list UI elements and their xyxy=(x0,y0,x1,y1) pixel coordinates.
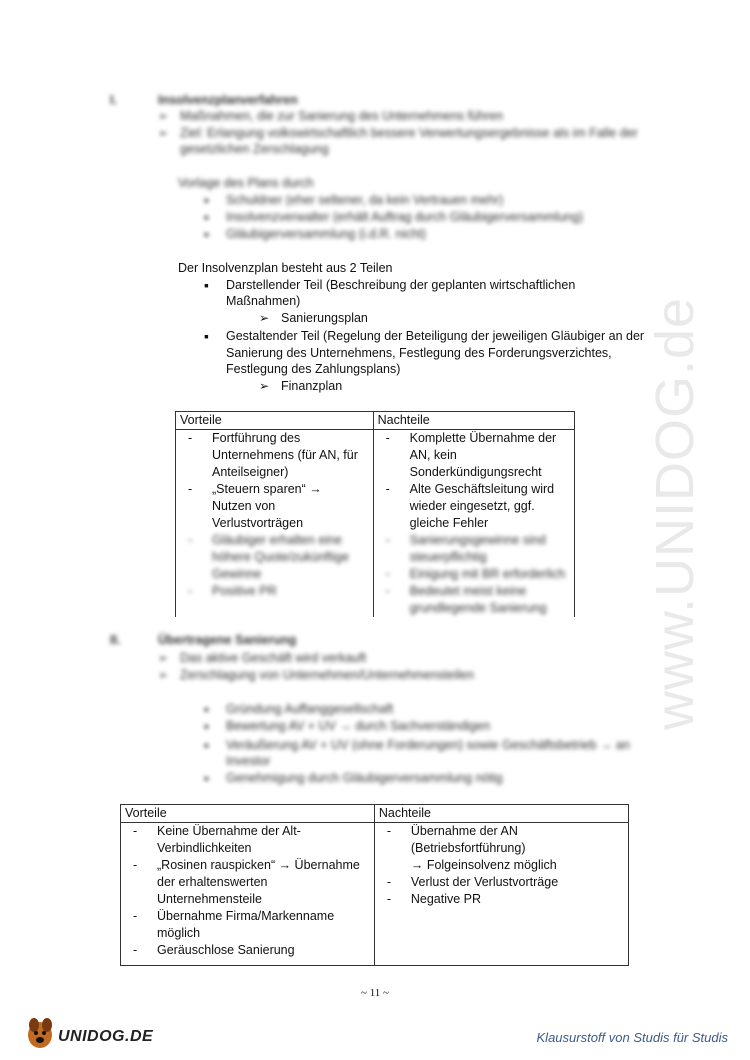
parts-intro: Der Insolvenzplan besteht aus 2 Teilen xyxy=(178,261,393,275)
cons-cell xyxy=(374,823,628,966)
section-2-point-1: ➢ Das aktive Geschäft wird verkauft xyxy=(180,650,366,666)
section-1-point-1: ➢ Maßnahmen, die zur Sanierung des Unternehmens führen xyxy=(180,108,503,124)
section-2-item: ▪ Veräußerung AV + UV (ohne Forderungen) sowie Geschäftsbetrieb → an xyxy=(226,737,630,753)
section-1-number: I. xyxy=(110,93,117,107)
footer-slogan: Klausurstoff von Studis für Studis xyxy=(536,1030,728,1045)
section-2-item: ▪ Bewertung AV + UV → durch Sachverständigen xyxy=(226,718,490,734)
section-1-heading: Insolvenzplanverfahren xyxy=(158,93,298,107)
list-item: - Bedeutet meist keine grundlegende Sanierung xyxy=(374,583,574,617)
page-number: ~ 11 ~ xyxy=(361,987,389,999)
list-item: - Geräuschlose Sanierung xyxy=(121,942,374,959)
list-item: - „Steuern sparen“ → Nutzen von Verlustvorträgen xyxy=(176,481,373,532)
list-item: - Positive PR xyxy=(176,583,373,600)
list-item: - Negative PR xyxy=(375,891,628,908)
part-1-line-2: Maßnahmen) xyxy=(226,294,301,308)
list-item: - Verlust der Verlustvorträge xyxy=(375,874,628,891)
section-2-item: ▪ Gründung Auffanggesellschaft xyxy=(226,701,393,717)
insolvency-plan-table xyxy=(175,411,575,617)
submission-intro: Vorlage des Plans durch xyxy=(178,176,314,190)
table-header-cons: Nachteile xyxy=(374,805,628,823)
list-item: - Komplette Übernahme der AN, kein Sonderkündigungsrecht xyxy=(374,430,574,481)
list-item: - Keine Übernahme der Alt- Verbindlichkeiten xyxy=(121,823,374,857)
part-1-sub: ➢ Sanierungsplan xyxy=(281,310,368,326)
table-header-pros: Vorteile xyxy=(121,805,375,823)
section-1-point-2-cont: gesetzlichen Zerschlagung xyxy=(180,142,329,156)
section-2-heading: Übertragene Sanierung xyxy=(158,633,297,647)
table-header-pros: Vorteile xyxy=(176,412,374,430)
list-item: - Einigung mit BR erforderlich xyxy=(374,566,574,583)
submission-item: ▪ Schuldner (eher seltener, da kein Vertrauen mehr) xyxy=(226,192,503,208)
list-item: - Sanierungsgewinne sind steuerpflichtig xyxy=(374,532,574,566)
list-item: - Alte Geschäftsleitung wird wieder eingesetzt, ggf. gleiche Fehler xyxy=(374,481,574,532)
submission-item: ▪ Insolvenzverwalter (erhält Auftrag durch Gläubigerversammlung) xyxy=(226,209,583,225)
list-item: - Übernahme Firma/Markenname möglich xyxy=(121,908,374,942)
part-2-line-3: Festlegung des Zahlungsplans) xyxy=(226,362,401,376)
list-item: - Gläubiger erhalten eine höhere Quote/zukünftige Gewinne xyxy=(176,532,373,583)
section-2-item-cont: Investor xyxy=(226,754,271,768)
part-2-line-2: Sanierung des Unternehmens, Festlegung des Forderungsverzichtes, xyxy=(226,346,612,360)
part-1-line-1: ▪ Darstellender Teil (Beschreibung der geplanten wirtschaftlichen xyxy=(226,277,575,293)
section-2-number: II. xyxy=(110,633,121,647)
list-item: - Fortführung des Unternehmens (für AN, für Anteilseigner) xyxy=(176,430,373,481)
watermark-text: www.UNIDOG.de xyxy=(645,296,705,730)
pros-cell xyxy=(121,823,375,966)
section-2-item: ▪ Genehmigung durch Gläubigerversammlung nötig xyxy=(226,770,503,786)
section-1-point-2: ➢ Ziel: Erlangung volkswirtschaftlich bessere Verwertungsergebnisse als im Falle der xyxy=(180,125,638,141)
submission-item: ▪ Gläubigerversammlung (i.d.R. nicht) xyxy=(226,226,426,242)
pros-cell xyxy=(176,430,374,618)
cons-cell xyxy=(373,430,574,618)
part-2-sub: ➢ Finanzplan xyxy=(281,378,342,394)
table-header-cons: Nachteile xyxy=(373,412,574,430)
list-item: - „Rosinen rauspicken“ → Übernahme der erhaltenswerten Unternehmensteile xyxy=(121,857,374,908)
list-item: - Übernahme der AN (Betriebsfortführung) → Folgeinsolvenz möglich xyxy=(375,823,628,874)
part-2-line-1: ▪ Gestaltender Teil (Regelung der Beteiligung der jeweiligen Gläubiger an der xyxy=(226,328,644,344)
logo-text: UNIDOG.DE xyxy=(58,1028,154,1045)
transferred-restructuring-table xyxy=(120,804,629,966)
section-2-point-2: ➢ Zerschlagung von Unternehmen/Unternehmensteilen xyxy=(180,667,474,683)
